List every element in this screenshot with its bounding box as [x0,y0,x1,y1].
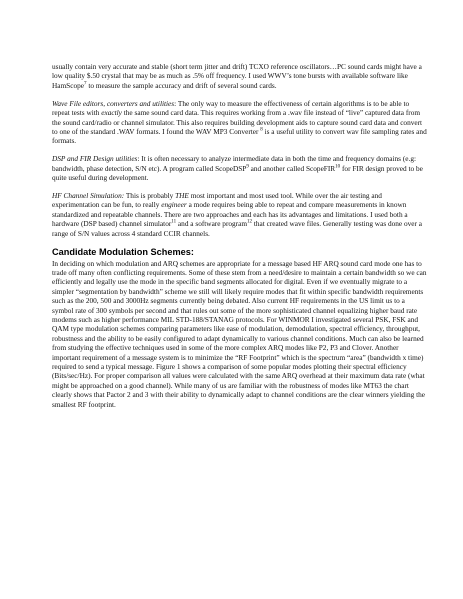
paragraph-wave-file-editors [52,99,428,146]
footnote-ref-10: 10 [335,164,341,170]
p3-text-b: and another called ScopeFIR [248,163,336,173]
p3-lead: DSP and FIR Design utilities [52,154,138,164]
p4-text-d: and a software program [176,219,248,229]
paragraph-sound-card-accuracy [52,62,428,90]
paragraph-hf-channel-simulation [52,191,428,238]
p2-text-b: the same sound card data. This requires working from a .wav file instead of “live” captured data from the sound card/radio or channel simulator. This also requires building development aids to capture sound card data and convert to one of the standard .WAV formats. I found the WAV MP3 Converter [52,108,423,136]
paragraph-dsp-fir-utilities [52,154,428,182]
p2-emphasis: exactly [101,108,122,118]
section-heading: Candidate Modulation Schemes: [52,246,194,257]
p4-emphasis-the: THE [175,190,189,200]
p3-text-a: : It is often necessary to analyze intermediate data in both the time and frequency domains (e.g: bandwidth, phase detection, S/N etc). A program called ScopeDSP [52,154,417,173]
footnote-ref-12: 12 [247,219,253,225]
p4-lead: HF Channel Simulation: [52,190,125,200]
footnote-ref-8: 8 [260,127,263,133]
footnote-ref-11: 11 [171,219,177,225]
p2-text-a: : The only way to measure the effectiveness of certain algorithms is to be able to repeat tests with [52,98,410,118]
p2-lead: Wave File editors, converters and utilities [52,98,175,108]
footnote-ref-9: 9 [246,164,249,170]
p4-text-c: a mode requires being able to repeat and compare measurements in known standardized and repeatable channels. There are two approaches and each has its advantages and limitations. I used both a hardware (DSP based) channel simulator [52,200,408,229]
p4-text-e: that created wave files. Generally testing was done over a range of S/N values across 4 standard CCIR channels. [52,219,423,238]
footnote-ref-7: 7 [84,81,87,87]
document-page [52,62,428,409]
p3-text-c: for FIR design proved to be quite useful during development. [52,163,423,183]
p4-text-b: most important and most used tool. While over the air testing and experimentation can be fun, to really [52,190,382,210]
p1-text-a: usually contain very accurate and stable (short term jitter and drift) TCXO reference oscillators…PC sound cards might have a low quality $.50 crystal that may be as much as .5% off frequency. I used WWV’s tone bursts with available software like HamScope [52,62,422,90]
p1-text-b: to measure the sample accuracy and drift of several sound cards. [86,80,277,90]
p4-text-a: This is probably [124,190,176,200]
paragraph-modulation-schemes: In deciding on which modulation and ARQ schemes are appropriate for a message based HF ARQ sound card mode one has to trade off many often conflicting requirements. Some of these stem from a need/desire to maintain a certain bandwidth so we can efficiently and legally use the mode in the specific band segments allocated for digital. Even if we eventually migrate to a simpler “segmentation by bandwidth” scheme we still will likely require modes that fit within specific bandwidth requirements such as the 200, 500 and 3000Hz segments currently being debated. Also current HF requirements in the US limit us to a symbol rate of 300 symbols per second and that rules out some of the more sophisticated channel equalizing higher baud rate modems such as higher performance MIL STD-188/STANAG protocols. For WINMOR I investigated several PSK, FSK and QAM type modulation schemes comparing parameters like ease of modulation, demodulation, spectral efficiency, throughput, robustness and the ability to be easily configured to adapt dynamically to various channel conditions. Much can also be learned from studying the effective techniques used in some of the more complex ARQ modes like P2, P3 and Clover. Another important requirement of a message system is to minimize the “RF Footprint” which is the spectrum “area” (bandwidth x time) required to send a typical message. Figure 1 shows a comparison of some popular modes plotting their spectral efficiency (Bits/sec/Hz). For proper comparison all values were calculated with the same ARQ overhead at their maximum data rate (what might be approached on a good channel). While many of us are familiar with the robustness of modes like MT63 the chart clearly shows that Pactor 2 and 3 with their ability to dynamically adapt to channel conditions are the clear winners yielding the smallest RF footprint. [52,258,427,409]
p4-emphasis-engineer: engineer [161,200,187,210]
p2-text-c: is a useful utility to convert wav file sampling rates and formats. [52,126,427,146]
